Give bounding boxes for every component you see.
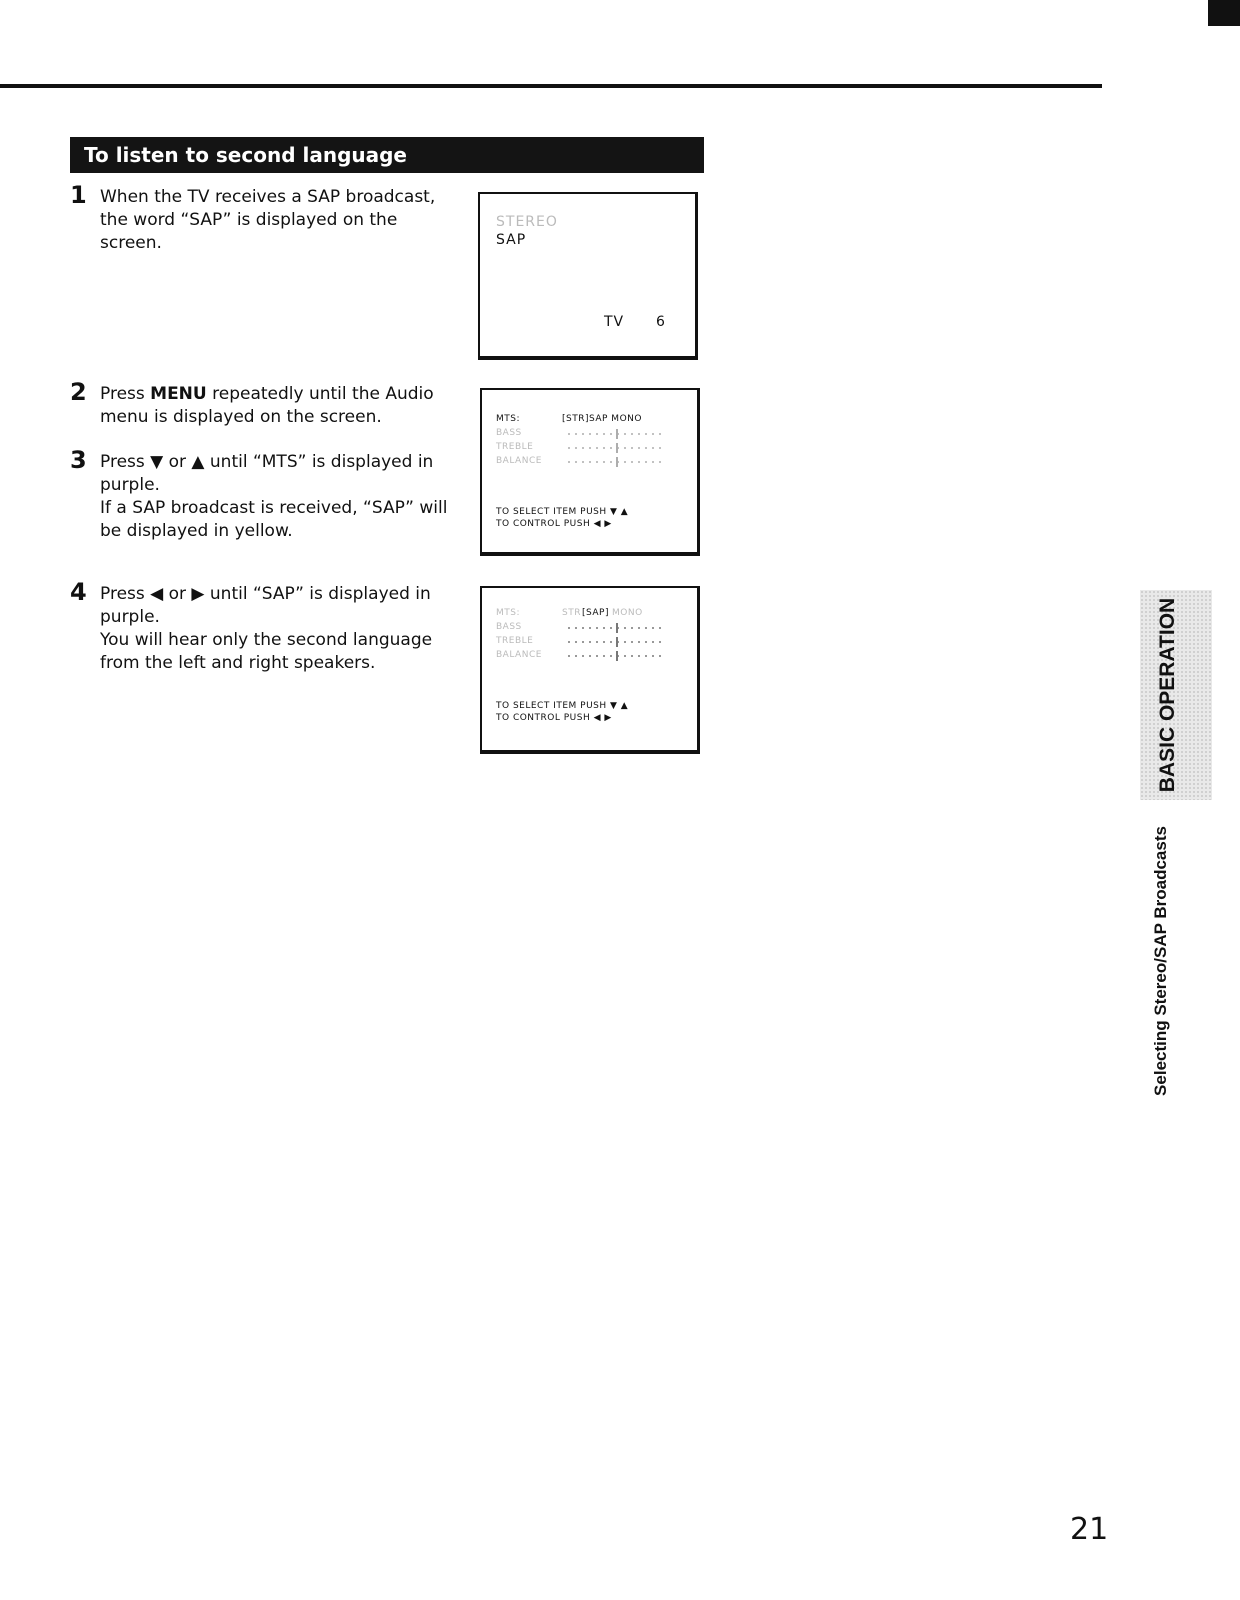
mts-label: MTS: <box>496 414 521 424</box>
step-number: 4 <box>70 578 87 606</box>
input-label: TV <box>604 314 625 330</box>
balance-scale <box>568 461 666 463</box>
control-hint: TO CONTROL PUSH ◀ ▶ <box>496 519 612 529</box>
page-number: 21 <box>1070 1512 1109 1547</box>
control-hint: TO CONTROL PUSH ◀ ▶ <box>496 713 612 723</box>
step-number: 1 <box>70 181 87 209</box>
balance-label: BALANCE <box>496 456 542 466</box>
str-option: STR <box>562 608 581 618</box>
side-tab-subtitle: Selecting Stereo/SAP Broadcasts <box>1151 826 1170 1096</box>
section-title: To listen to second language <box>70 137 704 173</box>
treble-label: TREBLE <box>496 636 534 646</box>
tv-screen-audio-menu <box>480 388 700 556</box>
balance-label: BALANCE <box>496 650 542 660</box>
tv-screen-sap-selected <box>480 586 700 754</box>
treble-scale <box>568 447 666 449</box>
step-3 <box>70 446 460 543</box>
menu-key-label: MENU <box>150 384 207 404</box>
step-text: When the TV receives a SAP broadcast, the word “SAP” is displayed on the screen. <box>100 187 436 253</box>
corner-tab-mark <box>1208 0 1240 26</box>
side-tab-title: BASIC OPERATION <box>1156 597 1179 793</box>
mts-options: [STR]SAP MONO <box>562 414 642 424</box>
step-note: If a SAP broadcast is received, “SAP” will be displayed in yellow. <box>100 498 448 541</box>
step-text: Press ◀ or ▶ until “SAP” is displayed in purple. <box>100 584 431 627</box>
bass-scale <box>568 627 666 629</box>
treble-scale <box>568 641 666 643</box>
step-note: You will hear only the second language from the left and right speakers. <box>100 630 433 673</box>
tv-screen-sap-indicator <box>478 192 698 360</box>
step-2 <box>70 378 460 429</box>
treble-label: TREBLE <box>496 442 534 452</box>
step-number: 3 <box>70 446 87 474</box>
balance-scale <box>568 655 666 657</box>
step-1 <box>70 181 460 255</box>
bass-label: BASS <box>496 428 522 438</box>
step-text: Press MENU repeatedly until the Audio menu is displayed on the screen. <box>100 384 434 427</box>
step-text: Press ▼ or ▲ until “MTS” is displayed in purple. <box>100 452 434 495</box>
select-hint: TO SELECT ITEM PUSH ▼ ▲ <box>496 507 629 517</box>
step-4 <box>70 578 460 675</box>
mono-option: MONO <box>612 608 643 618</box>
mts-label: MTS: <box>496 608 521 618</box>
step-number: 2 <box>70 378 87 406</box>
sap-indicator: SAP <box>496 232 527 248</box>
top-rule <box>0 84 1102 88</box>
bass-label: BASS <box>496 622 522 632</box>
sap-option-selected: [SAP] <box>582 608 609 618</box>
stereo-indicator: STEREO <box>496 214 558 230</box>
select-hint: TO SELECT ITEM PUSH ▼ ▲ <box>496 701 629 711</box>
channel-number: 6 <box>656 314 666 330</box>
bass-scale <box>568 433 666 435</box>
